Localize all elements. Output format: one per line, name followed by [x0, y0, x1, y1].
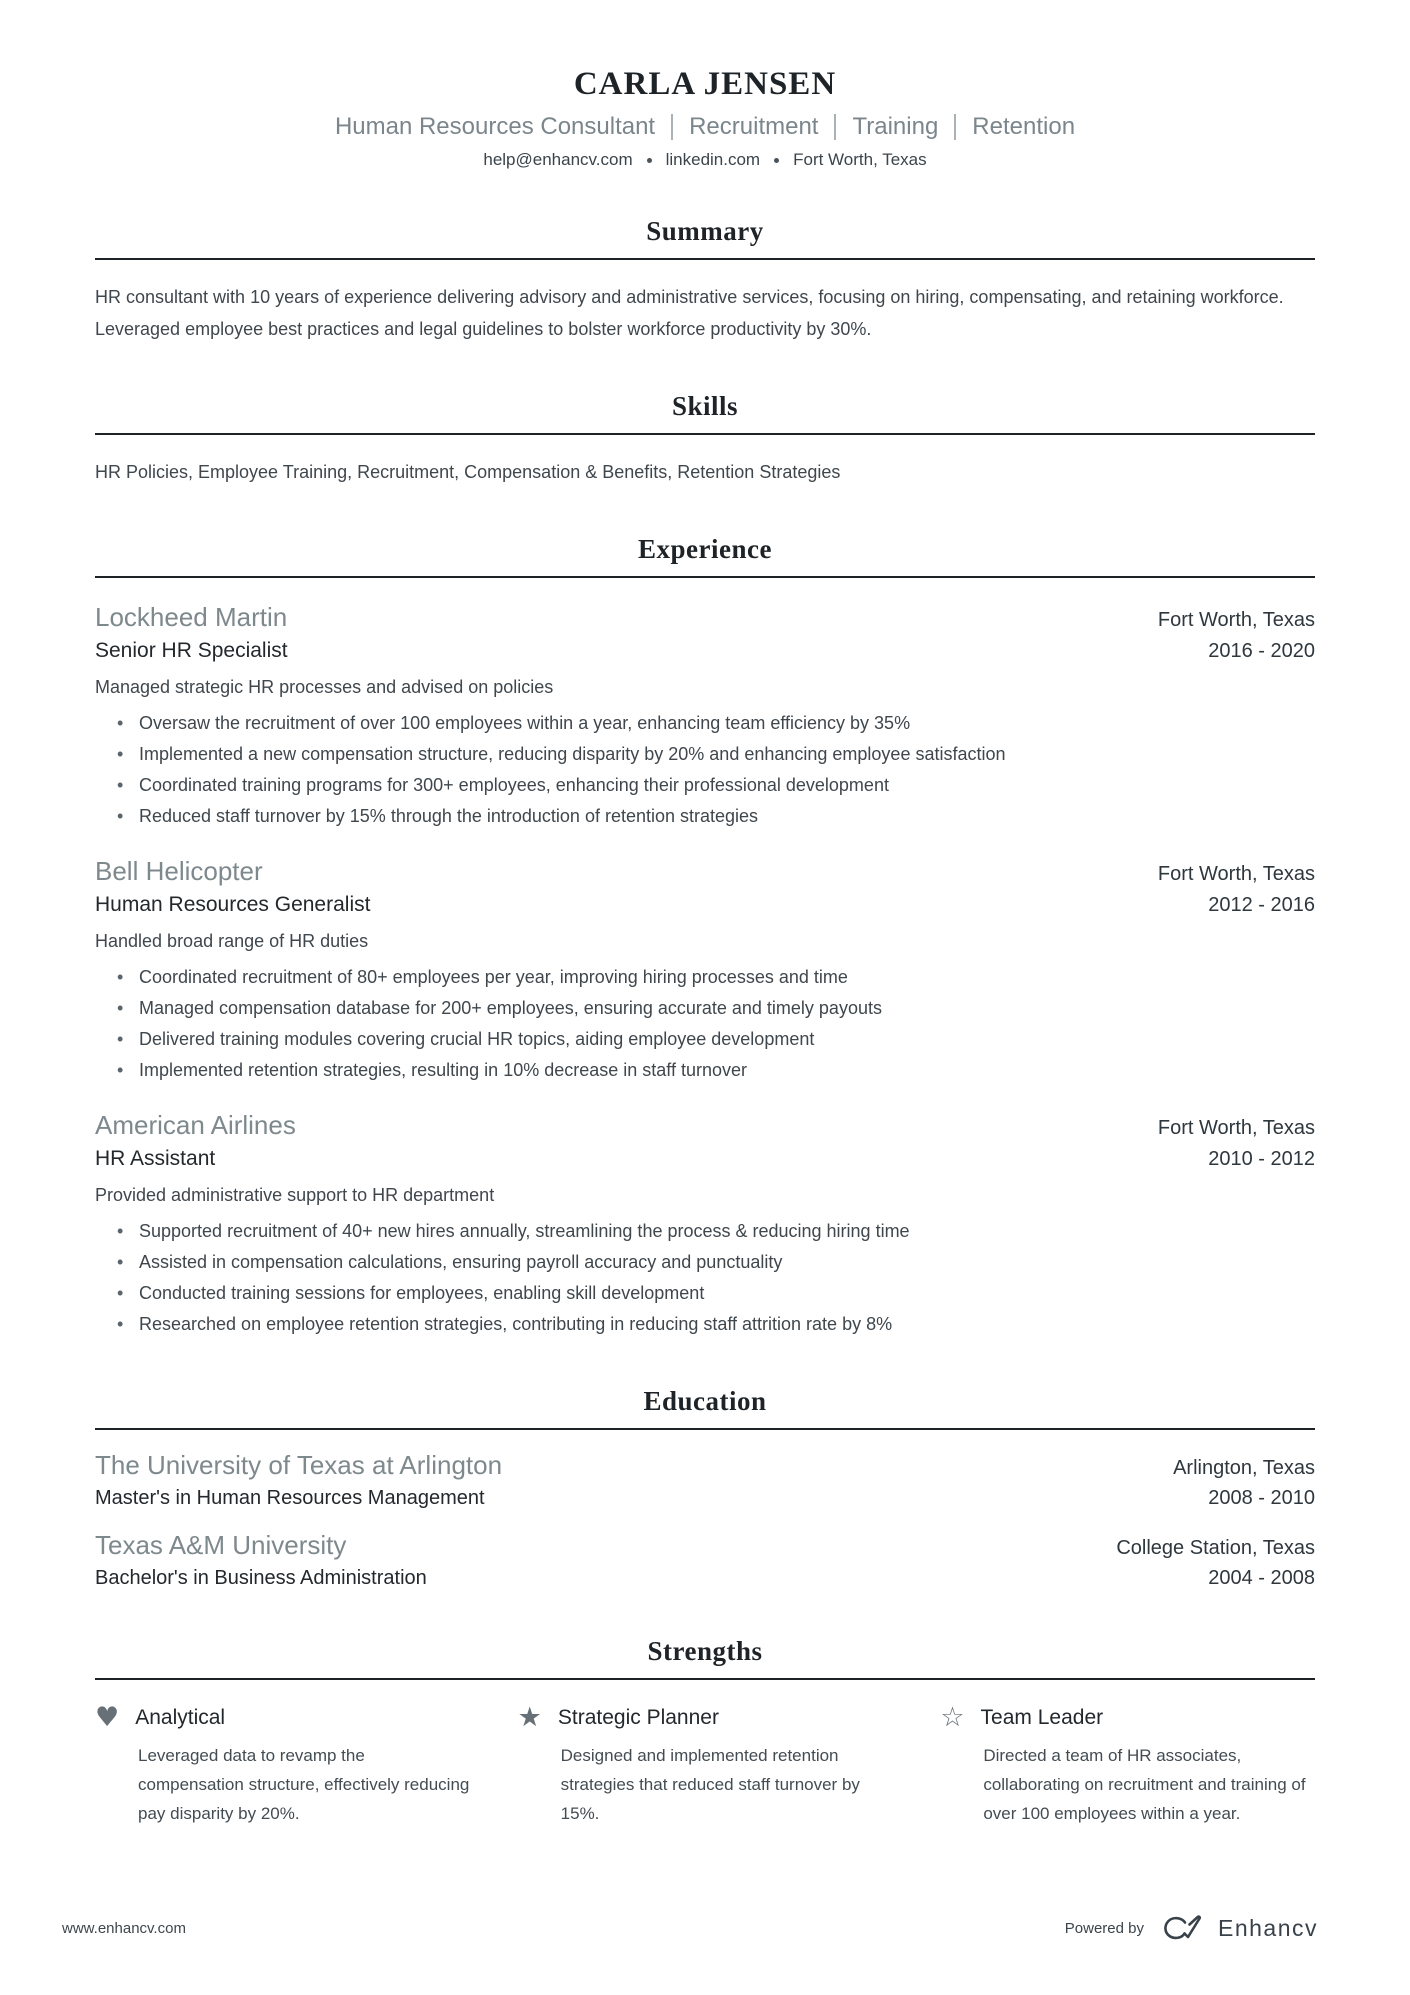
section-rule: [95, 1678, 1315, 1680]
entry-dates: 2004 - 2008: [1208, 1567, 1315, 1589]
bullet-item: • Reduced staff turnover by 15% through the introduction of retention strategies: [95, 801, 1315, 832]
entry-row: [95, 1110, 1315, 1141]
strengths-title: Strengths: [647, 1636, 763, 1666]
education-entry: [95, 1450, 1315, 1510]
summary-text: HR consultant with 10 years of experience delivering advisory and administrative services, focusing on hiring, compensating, and retaining workforce. Leveraged employee best practices and legal guidelines to bolster workforce productivity by 30%.: [95, 287, 1284, 339]
dot-separator: [647, 158, 652, 163]
entry-row: [95, 602, 1315, 633]
bullet-list: [95, 1216, 1315, 1340]
job-title: HR Assistant: [95, 1147, 216, 1170]
section-summary: [95, 216, 1315, 345]
job-title: Human Resources Generalist: [95, 893, 371, 916]
bullet-list: [95, 708, 1315, 832]
bullet-item: • Coordinated recruitment of 80+ employees per year, improving hiring processes and time: [95, 962, 1315, 993]
divider: [671, 114, 673, 140]
page-footer: [0, 1913, 1410, 1943]
entry-row: [95, 856, 1315, 887]
headline: [95, 113, 1315, 141]
entry-dates: 2012 - 2016: [1208, 894, 1315, 916]
strength-title: Strategic Planner: [557, 1705, 719, 1729]
dot-separator: [774, 158, 779, 163]
strength-card: [518, 1704, 893, 1828]
bullet-item: • Implemented a new compensation structure, reducing disparity by 20% and enhancing employee satisfaction: [95, 739, 1315, 770]
resume-header: [95, 66, 1315, 170]
strength-title: Analytical: [135, 1705, 226, 1729]
strength-card: [95, 1704, 470, 1828]
company-name: Bell Helicopter: [95, 856, 263, 886]
degree-name: Master's in Human Resources Management: [95, 1487, 485, 1509]
job-title: Senior HR Specialist: [95, 639, 288, 662]
experience-entry: [95, 856, 1315, 1086]
headline-part: Human Resources Consultant: [334, 113, 656, 140]
education-title: Education: [643, 1386, 767, 1416]
entry-location: Fort Worth, Texas: [1157, 609, 1315, 631]
company-name: Lockheed Martin: [95, 602, 288, 632]
strength-text: Designed and implemented retention strategies that reduced staff turnover by 15%.: [560, 1746, 860, 1823]
entry-location: College Station, Texas: [1116, 1537, 1315, 1559]
bullet-list: [95, 962, 1315, 1086]
company-name: American Airlines: [95, 1110, 296, 1140]
heart-icon: ♥: [95, 1702, 120, 1733]
strength-text: Directed a team of HR associates, collaborating on recruitment and training of over 100 employees within a year.: [983, 1746, 1306, 1823]
experience-entry: [95, 1110, 1315, 1340]
star-icon: ★: [517, 1702, 542, 1733]
school-name: The University of Texas at Arlington: [95, 1450, 503, 1480]
section-education: [95, 1386, 1315, 1590]
bullet-item: • Supported recruitment of 40+ new hires annually, streamlining the process & reducing hiring time: [95, 1216, 1315, 1247]
section-rule: [95, 258, 1315, 260]
headline-part: Recruitment: [689, 113, 819, 140]
powered-by-label: Powered by: [1064, 1919, 1144, 1937]
strengths-grid: [95, 1704, 1315, 1828]
headline-part: Training: [852, 113, 939, 140]
experience-title: Experience: [638, 534, 772, 564]
strength-card: [940, 1704, 1315, 1828]
entry-dates: 2008 - 2010: [1208, 1487, 1315, 1509]
bullet-item: • Delivered training modules covering crucial HR topics, aiding employee development: [95, 1024, 1315, 1055]
entry-location: Fort Worth, Texas: [1157, 1117, 1315, 1139]
candidate-name: CARLA JENSEN: [573, 66, 837, 102]
entry-row: [95, 1141, 1315, 1171]
bullet-item: • Oversaw the recruitment of over 100 employees within a year, enhancing team efficiency by 35%: [95, 708, 1315, 739]
experience-entry: [95, 602, 1315, 832]
strength-title: Team Leader: [980, 1705, 1104, 1729]
entry-summary: Managed strategic HR processes and advised on policies: [95, 677, 554, 697]
entry-dates: 2010 - 2012: [1208, 1148, 1315, 1170]
strength-text: Leveraged data to revamp the compensation structure, effectively reducing pay disparity by 20%.: [138, 1746, 470, 1823]
entry-location: Fort Worth, Texas: [1157, 863, 1315, 885]
entry-row: [95, 1530, 1315, 1561]
divider: [954, 114, 956, 140]
entry-row: [95, 887, 1315, 917]
enhancv-logo-icon: [1158, 1913, 1208, 1943]
bullet-item: • Implemented retention strategies, resulting in 10% decrease in staff turnover: [95, 1055, 1315, 1086]
divider: [834, 114, 836, 140]
strength-head: [95, 1704, 470, 1731]
section-experience: [95, 534, 1315, 1340]
enhancv-brand-name: Enhancv: [1217, 1914, 1318, 1941]
contact-line: [95, 150, 1315, 170]
section-skills: [95, 391, 1315, 488]
enhancv-brand-link[interactable]: [1158, 1913, 1318, 1943]
section-rule: [95, 1428, 1315, 1430]
section-rule: [95, 433, 1315, 435]
entry-summary: Provided administrative support to HR department: [95, 1185, 495, 1205]
entry-row: [95, 1450, 1315, 1481]
degree-name: Bachelor's in Business Administration: [95, 1567, 427, 1589]
entry-row: [95, 1561, 1315, 1590]
bullet-item: • Coordinated training programs for 300+ employees, enhancing their professional development: [95, 770, 1315, 801]
entry-dates: 2016 - 2020: [1208, 640, 1315, 662]
footer-website-link[interactable]: www.enhancv.com: [62, 1919, 186, 1937]
section-rule: [95, 576, 1315, 578]
strength-head: [518, 1704, 893, 1731]
strength-head: [940, 1704, 1315, 1731]
email-link[interactable]: help@enhancv.com: [483, 150, 633, 169]
bullet-item: • Managed compensation database for 200+ employees, ensuring accurate and timely payouts: [95, 993, 1315, 1024]
contact-location: Fort Worth, Texas: [793, 150, 927, 169]
education-entry: [95, 1530, 1315, 1590]
entry-row: [95, 1481, 1315, 1510]
bullet-item: • Conducted training sessions for employees, enabling skill development: [95, 1278, 1315, 1309]
headline-part: Retention: [972, 113, 1076, 140]
school-name: Texas A&M University: [95, 1530, 347, 1560]
entry-location: Arlington, Texas: [1173, 1457, 1315, 1479]
section-strengths: [95, 1636, 1315, 1828]
entry-row: [95, 633, 1315, 663]
powered-by-group: [1065, 1913, 1318, 1943]
linkedin-link[interactable]: linkedin.com: [665, 150, 761, 169]
entry-summary: Handled broad range of HR duties: [95, 931, 369, 951]
skills-title: Skills: [671, 391, 739, 421]
bullet-item: • Assisted in compensation calculations, ensuring payroll accuracy and punctuality: [95, 1247, 1315, 1278]
bullet-item: • Researched on employee retention strategies, contributing in reducing staff attrition rate by 8%: [95, 1309, 1315, 1340]
star-outline-icon: ☆: [940, 1702, 965, 1733]
skills-text: HR Policies, Employee Training, Recruitment, Compensation & Benefits, Retention Strategies: [95, 462, 841, 482]
summary-title: Summary: [646, 216, 764, 246]
